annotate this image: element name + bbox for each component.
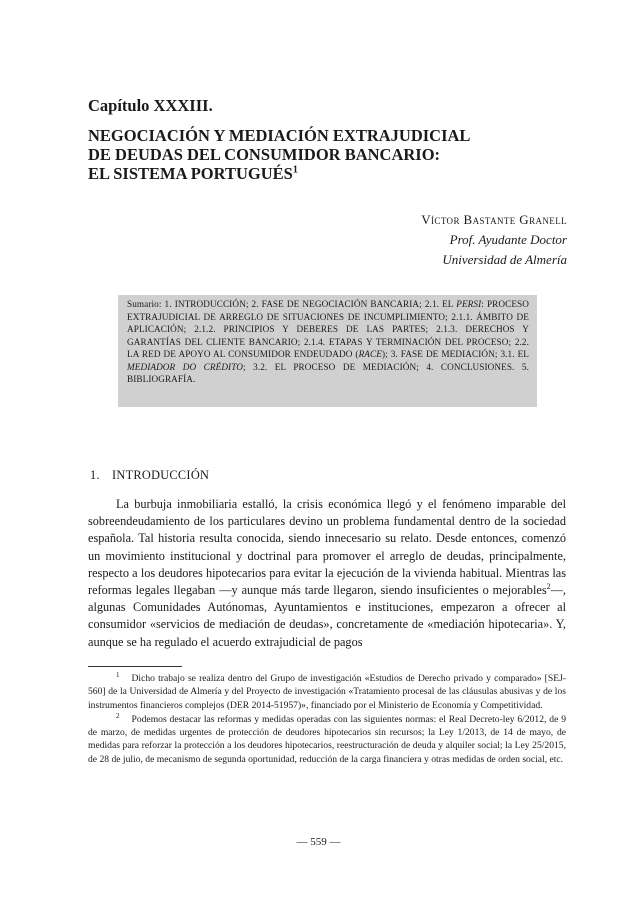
page-number: — 559 — bbox=[296, 836, 341, 848]
author-name: Víctor Bastante Granell bbox=[421, 212, 567, 227]
summary-persi: PERSI bbox=[456, 299, 482, 309]
author-block bbox=[421, 210, 567, 270]
footnotes bbox=[88, 672, 566, 767]
chapter-title bbox=[88, 126, 568, 183]
summary-box bbox=[118, 295, 537, 407]
footnote-1 bbox=[88, 672, 566, 712]
summary-part-1: Sumario: 1. INTRODUCCIÓN; 2. FASE DE NEGOCIACIÓN BANCARIA; 2.1. EL bbox=[127, 299, 457, 309]
footnote-2 bbox=[88, 713, 566, 766]
summary-race: RACE bbox=[358, 349, 382, 359]
title-line-3 bbox=[88, 164, 568, 183]
paragraph bbox=[88, 496, 566, 651]
footnote-2-text: Podemos destacar las reformas y medidas operadas con las siguientes normas: el Real Decreto-ley 6/2012, de 9 de marzo, de medidas urgentes de protección de deudores hipotecarios sin recursos; la Ley 1/2013, de 14 de mayo, de medidas para reforzar la protección a los deudores hipotecarios, reestructuración de deuda y alquiler social; la Ley 25/2015, de 28 de julio, de mecanismo de segunda oportunidad, reducción de la carga financiera y otras medidas de orden social, etc. bbox=[88, 713, 566, 765]
summary-text bbox=[127, 298, 529, 386]
section-number: 1. bbox=[90, 468, 100, 482]
author-position: Prof. Ayudante Doctor bbox=[449, 232, 567, 247]
summary-mediador: MEDIADOR DO CRÉDITO bbox=[127, 361, 243, 372]
author-affiliation: Universidad de Almería bbox=[442, 252, 567, 267]
summary-part-3: ); 3. FASE DE MEDIACIÓN; 3.1. EL bbox=[381, 349, 530, 359]
title-line-1: NEGOCIACIÓN Y MEDIACIÓN EXTRAJUDICIAL bbox=[88, 126, 471, 145]
section-heading bbox=[90, 468, 209, 483]
paragraph-text-a: La burbuja inmobiliaria estalló, la crisis económica llegó y el fenómeno imparable del sobreendeudamiento de los particulares devino un problema fundamental dentro de la sociedad española. Tal historia resulta conocida, siendo innecesario su relato. Desde entonces, comenzó un movimiento institucional y doctrinal para promover el arreglo de deudas, principalmente, respecto a los deudores hipotecarios para evitar la ejecución de la vivienda habitual. Mientras las reformas legales llegaban —y aunque más tarde llegaron, siendo insuficientes o mejorables bbox=[88, 497, 566, 598]
section-title: INTRODUCCIÓN bbox=[112, 468, 210, 482]
title-footnote-ref: 1 bbox=[292, 164, 298, 176]
summary-part-4: ; 3.2. EL PROCESO DE MEDIACIÓN; 4. CONCLUSIONES. 5. BIBLIOGRAFÍA. bbox=[127, 361, 530, 384]
title-line-2: DE DEUDAS DEL CONSUMIDOR BANCARIO: bbox=[88, 145, 441, 164]
title-line-3-text: EL SISTEMA PORTUGUÉS bbox=[88, 164, 293, 183]
summary-part-2: : PROCESO EXTRAJUDICIAL DE ARREGLO DE SITUACIONES DE INCUMPLIMIENTO; 2.1.1. ÁMBITO DE APLICACIÓN; 2.1.2. PRINCIPIOS Y DEBERES DE LAS PARTES; 2.1.3. DERECHOS Y GARANTÍAS DEL CLIENTE BANCARIO; 2.1.4. ETAPAS Y TERMINACIÓN DEL PROCESO; 2.2. LA RED DE APOYO AL CONSUMIDOR ENDEUDADO ( bbox=[127, 299, 530, 359]
footnote-1-ref: 1 bbox=[116, 670, 120, 679]
paragraph-text-b: —, algunas Comunidades Autónomas, Ayuntamientos e instituciones, empezaron a ofrecer al consumidor «servicios de mediación de deudas», concretamente de «mediación hipotecaria». Y, aunque se ha regulado el acuerdo extrajudicial de pagos bbox=[88, 583, 566, 649]
footnote-1-text: Dicho trabajo se realiza dentro del Grupo de investigación «Estudios de Derecho privado y comparado» [SEJ-560] de la Universidad de Almería y del Proyecto de investigación «Tratamiento procesal de las cláusulas abusivas y de los instrumentos financieros complejos (DER 2014-51957)», financiado por el Ministerio de Economía y Competitividad. bbox=[88, 673, 566, 711]
footnote-ref-2: 2 bbox=[546, 581, 551, 591]
footnote-separator bbox=[88, 666, 182, 667]
chapter-label: Capítulo XXXIII. bbox=[88, 96, 213, 115]
footnote-2-ref: 2 bbox=[116, 711, 120, 720]
body-text bbox=[88, 496, 566, 651]
